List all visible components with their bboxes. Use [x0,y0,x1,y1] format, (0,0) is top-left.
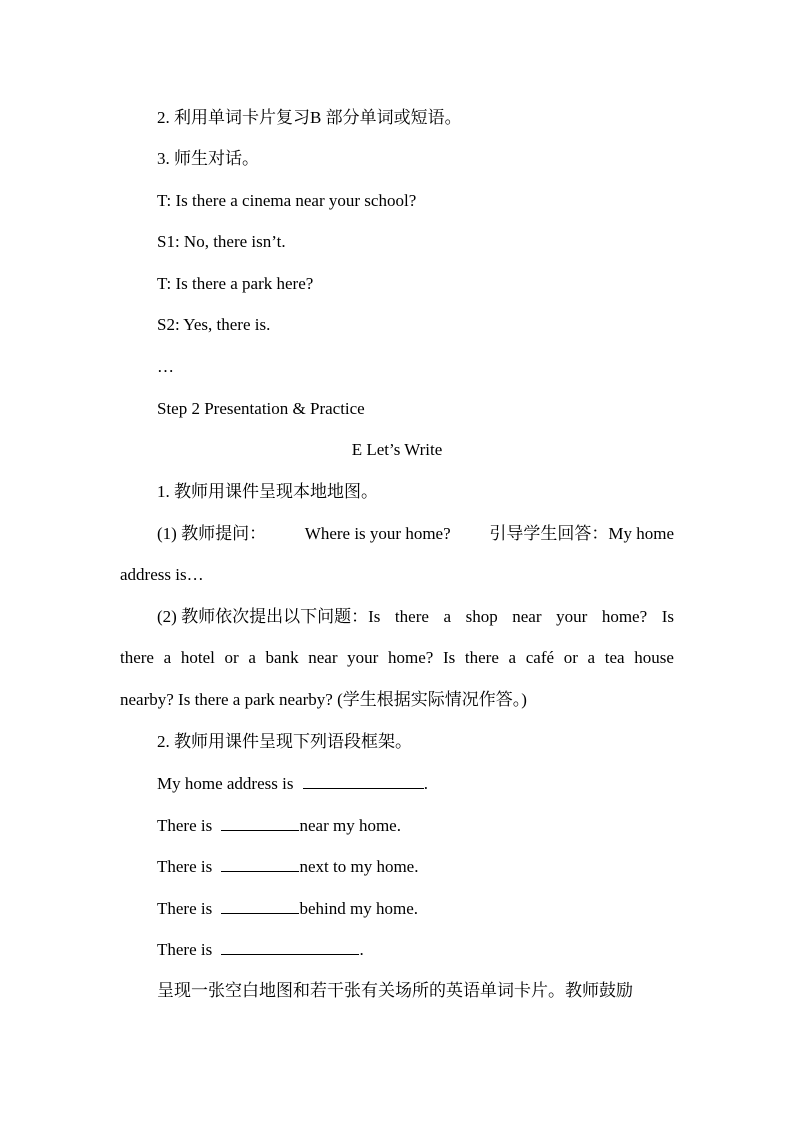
fill-blank [221,855,299,872]
word: or [563,648,578,667]
question-2-continuation [120,647,674,669]
word: house [634,648,674,667]
question-1-line [157,523,674,545]
question-2-end: nearby? Is there a park nearby? (学生根据实际情况作答。) [120,690,527,709]
word: bank [265,648,299,667]
word: tea [604,648,625,667]
word: a [508,648,517,667]
word: a [443,607,452,626]
word: home? [387,648,434,667]
dialogue-step-line: 3. 师生对话。 [157,149,259,168]
frame-line-1 [157,772,428,795]
question-1-continuation: address is… [120,565,204,584]
fill-blank [221,897,299,914]
word: your [556,607,588,626]
word: a [587,648,596,667]
question-2-line [157,606,674,628]
dialogue-line-2: S1: No, there isn’t. [157,232,286,251]
fill-blank [221,814,299,831]
word: or [224,648,239,667]
instruction-1: 1. 教师用课件呈现本地地图。 [157,482,378,501]
frame-text: My home address is [157,774,294,793]
word: a [248,648,256,667]
ellipsis-line: … [157,357,174,376]
review-step-line: 2. 利用单词卡片复习B 部分单词或短语。 [157,108,462,127]
word: your [347,648,379,667]
frame-text: There is [157,940,213,959]
fill-blank [303,772,424,789]
question-1-label: (1) 教师提问： [157,524,267,543]
word: there [120,648,154,667]
closing-paragraph: 呈现一张空白地图和若干张有关场所的英语单词卡片。教师鼓励 [157,981,633,1000]
word: home? [601,607,648,626]
frame-line-5 [157,938,364,961]
dialogue-line-3: T: Is there a park here? [157,274,314,293]
frame-line-3 [157,855,418,878]
frame-line-2 [157,814,401,837]
frame-text: next to my home. [299,857,419,876]
step-heading: Step 2 Presentation & Practice [157,399,365,418]
frame-text: There is [157,857,213,876]
frame-text: near my home. [299,816,401,835]
word: there [464,648,499,667]
section-title: E Let’s Write [351,440,443,459]
frame-text: . [423,774,428,793]
frame-text: . [359,940,364,959]
word: café [525,648,555,667]
dialogue-line-4: S2: Yes, there is. [157,315,271,334]
word: Is [442,648,456,667]
question-1-english: Where is your home? [304,524,451,543]
word: there [394,607,429,626]
frame-line-4 [157,897,418,920]
word: hotel [180,648,215,667]
instruction-2: 2. 教师用课件呈现下列语段框架。 [157,732,412,751]
word: (2) 教师依次提出以下问题：Is [157,607,381,626]
word: shop [465,607,498,626]
dialogue-line-1: T: Is there a cinema near your school? [157,191,417,210]
frame-text: behind my home. [299,899,418,918]
word: near [308,648,338,667]
word: a [163,648,172,667]
frame-text: There is [157,899,213,918]
frame-text: There is [157,816,213,835]
question-1-prompt: 引导学生回答：My home [489,524,674,543]
word: Is [661,607,674,626]
word: near [512,607,542,626]
fill-blank [221,938,359,955]
